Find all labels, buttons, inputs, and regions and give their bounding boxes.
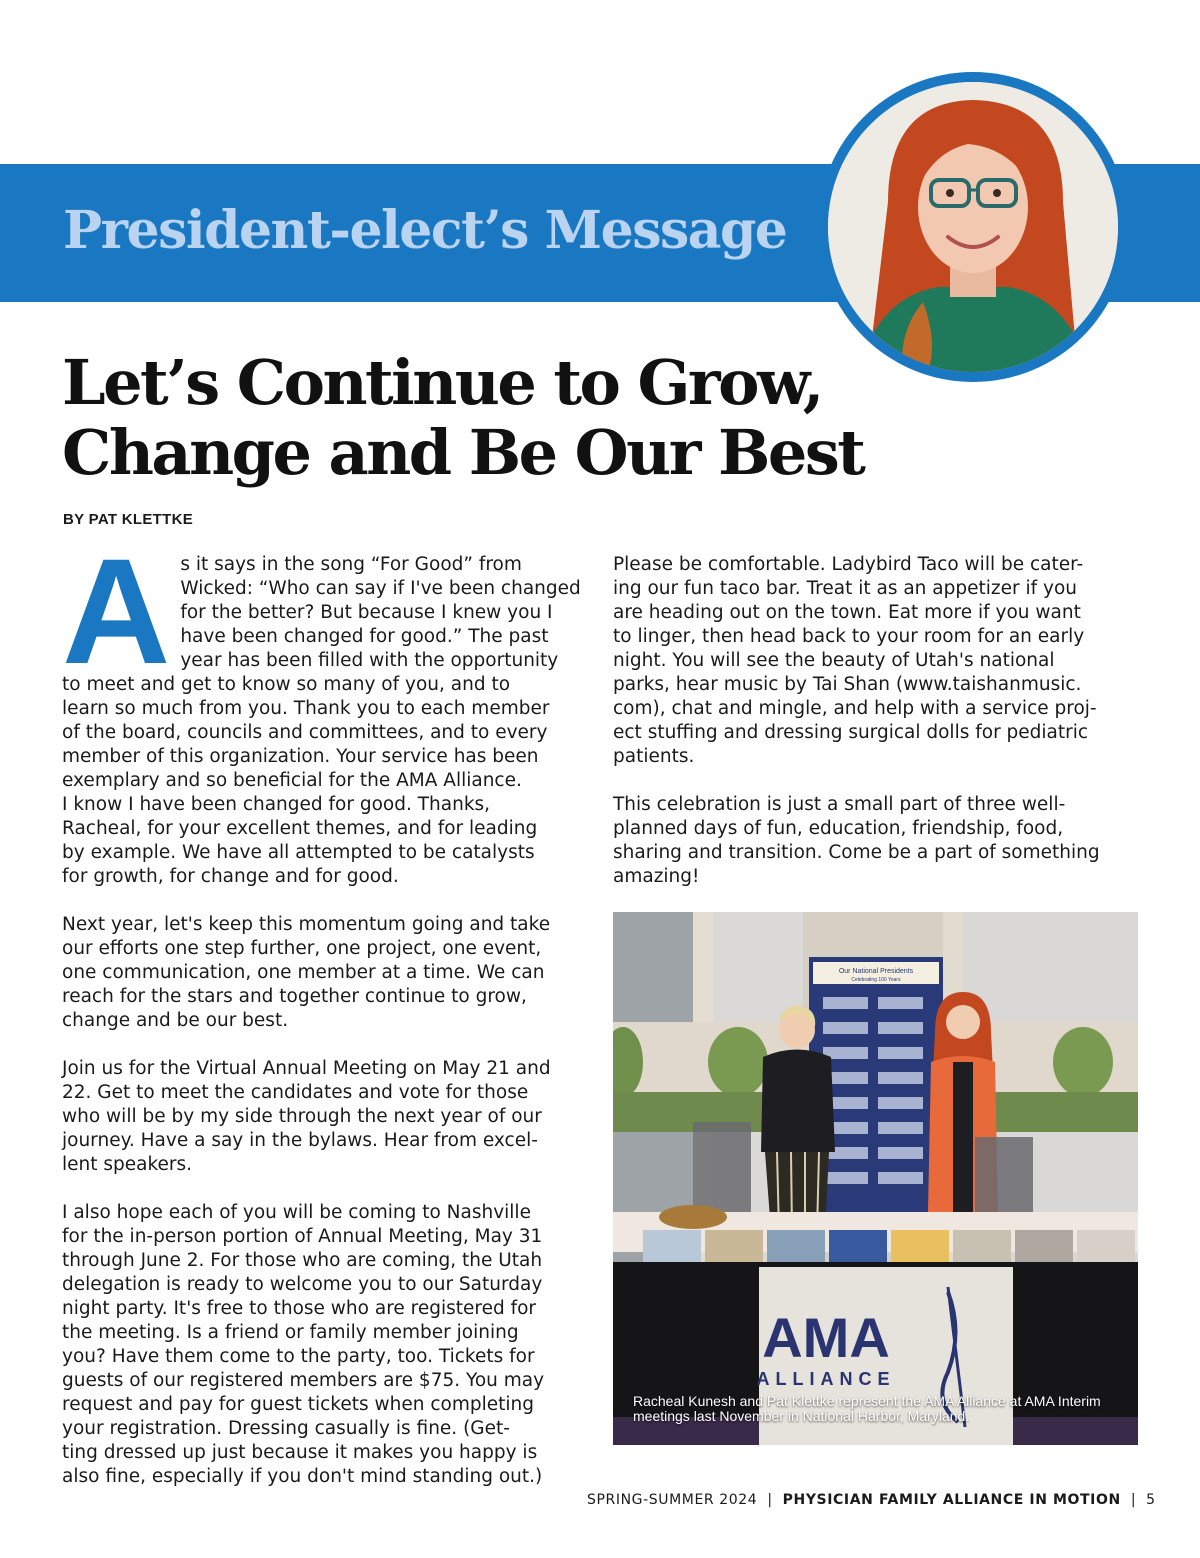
event-photo [613, 912, 1138, 1445]
portrait-image [828, 82, 1118, 372]
page-number: 5 [1146, 1492, 1156, 1508]
paragraph-5: Please be comfortable. Ladybird Taco will be cater- ing our fun taco bar. Treat it as an appetizer if you are heading out on the town. Eat more if you want to linger, then head back to your room for an early night. You will see the beauty of Utah's national parks, hear music by Tai Shan (www.taishanmusic. com), chat and mingle, and help with a service proj- ect stuffing and dressing surgical dolls for pediatric patients. [613, 554, 1097, 767]
footer-separator-1: | [767, 1492, 773, 1508]
headline-line-1: Let’s Continue to Grow, [62, 346, 822, 419]
banner-logo: AMA [762, 1306, 890, 1369]
byline: BY PAT KLETTKE [63, 511, 194, 528]
section-title: President-elect’s Message [63, 200, 787, 261]
paragraph-1-text: s it says in the song “For Good” from Wicked: “Who can say if I've been changed for the better? But because I knew you I have been changed for good.” The past year has been filled with the opportunity to meet and get to know so many of you, and to learn so much from you. Thank you to each member of the board, councils and committees, and to every member of this organization. Your service has been exemplary and so beneficial for the AMA Alliance. I know I have been changed for good. Thanks, Racheal, for your excellent themes, and for leading by example. We have all attempted to be catalysts for growth, for change and for good. [62, 554, 581, 887]
paragraph-6: This celebration is just a small part of three well- planned days of fun, education, friendship, food, sharing and transition. Come be a part of something amazing! [613, 794, 1100, 887]
footer-publication: PHYSICIAN FAMILY ALLIANCE IN MOTION [782, 1492, 1121, 1508]
banner-logo-sub: ALLIANCE [756, 1369, 896, 1389]
poster-subtitle: Celebrating 100 Years [851, 977, 901, 983]
paragraph-1 [62, 527, 582, 889]
page-footer [587, 1492, 1156, 1508]
headline-line-2: Change and Be Our Best [62, 416, 864, 489]
footer-separator-2: | [1130, 1492, 1137, 1508]
photo-caption: Racheal Kunesh and Pat Klettke represent the AMA Alliance at AMA Interim meetings last November in National Harbor, Maryland. [633, 1393, 1101, 1424]
article-column-right [613, 553, 1133, 913]
drop-cap: A [62, 527, 171, 695]
poster-title: Our National Presidents [838, 968, 914, 975]
footer-issue: SPRING-SUMMER 2024 [587, 1492, 758, 1508]
author-portrait [818, 72, 1128, 382]
paragraph-4: I also hope each of you will be coming to Nashville for the in-person portion of Annual Meeting, May 31 through June 2. For those who are coming, the Utah delegation is ready to welcome you to our Saturday night party. It's free to those who are registered for the meeting. Is a friend or family member joining you? Have them come to the party, too. Tickets for guests of our registered members are $75. You may request and pay for guest tickets when completing your registration. Dressing casually is fine. (Get- ting dressed up just because it makes you happy is also fine, especially if you don't mind standing out.) [62, 1202, 545, 1487]
headline [62, 348, 922, 488]
paragraph-3: Join us for the Virtual Annual Meeting on May 21 and 22. Get to meet the candidates and vote for those who will be by my side through the next year of our journey. Have a say in the bylaws. Hear from excel- lent speakers. [62, 1058, 551, 1175]
event-photo-image [613, 912, 1138, 1445]
paragraph-2: Next year, let's keep this momentum going and take our efforts one step further, one project, one event, one communication, one member at a time. We can reach for the stars and together continue to grow, change and be our best. [62, 914, 551, 1031]
article-column-left [62, 527, 582, 1513]
